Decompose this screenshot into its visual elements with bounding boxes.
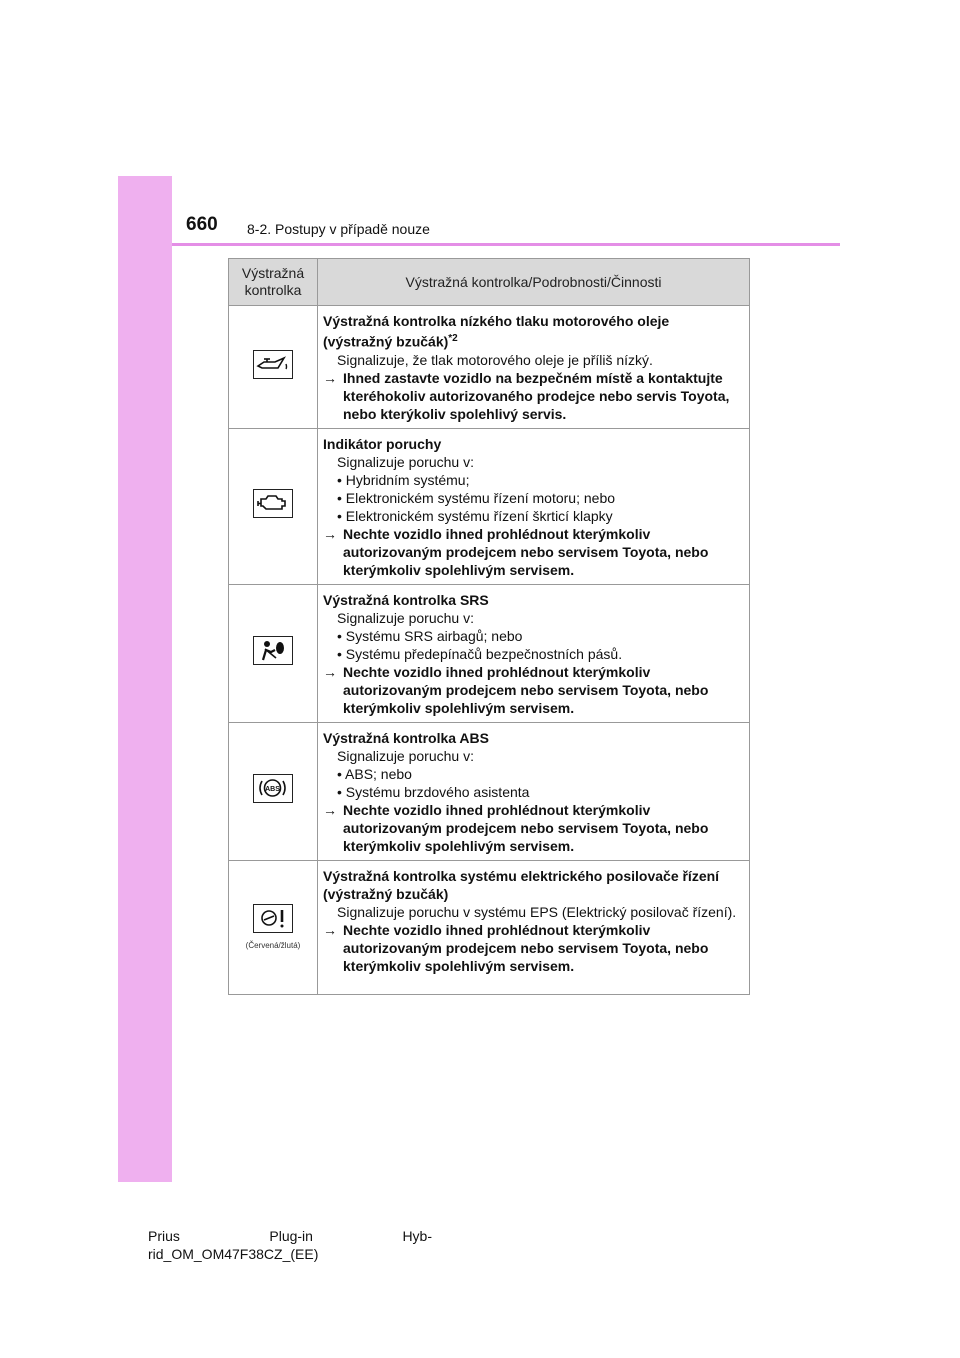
bullet-item: • Elektronickém systému řízení motoru; nebo [337,489,616,506]
table-row [229,584,750,722]
table-header-row [229,259,750,306]
bullet-item: • Systému SRS airbagů; nebo [337,627,523,644]
bullet-item: • Elektronickém systému řízení škrticí klapky [337,507,613,524]
row-description: Signalizuje poruchu v: [337,747,474,764]
footer-model: Prius [148,1228,180,1244]
icon-cell [229,860,318,994]
arrow-icon: → [323,921,337,938]
chapter-tab-bar [118,176,172,1182]
details-cell [318,584,750,722]
abs-icon [253,774,293,803]
icon-cell [229,584,318,722]
row-title: Výstražná kontrolka SRS [323,591,489,608]
page-number: 660 [186,214,218,235]
details-cell [318,860,750,994]
details-cell [318,306,750,429]
header-divider [172,243,840,246]
eps-steering-icon [253,904,293,933]
warning-light-table [228,258,750,995]
row-action: → Nechte vozidlo ihned prohlédnout kterýmkoliv autorizovaným prodejcem nebo servisem Toyota, nebo kterýmkoliv spolehlivým servisem. [323,663,709,716]
row-action: → Nechte vozidlo ihned prohlédnout kterýmkoliv autorizovaným prodejcem nebo servisem Toyota, nebo kterýmkoliv spolehlivým servisem. [323,921,709,974]
row-description: Signalizuje poruchu v systému EPS (Elektrický posilovač řízení). [337,903,737,920]
table-row [229,860,750,994]
row-title: Výstražná kontrolka systému elektrického posilovače řízení (výstražný bzučák) [323,867,720,902]
icon-cell [229,428,318,584]
oil-pressure-icon [253,350,293,379]
icon-color-caption: (Červená/žlutá) [245,941,301,951]
row-title: Indikátor poruchy [323,435,442,452]
icon-cell [229,306,318,429]
arrow-icon: → [323,801,337,818]
row-action: → Nechte vozidlo ihned prohlédnout kterýmkoliv autorizovaným prodejcem nebo servisem Toyota, nebo kterýmkoliv spolehlivým servisem. [323,525,709,578]
row-description: Signalizuje, že tlak motorového oleje je příliš nízký. [337,351,653,368]
arrow-icon: → [323,663,337,680]
check-engine-icon [253,489,293,518]
column-header-details: Výstražná kontrolka/Podrobnosti/Činnosti [318,259,750,306]
row-description: Signalizuje poruchu v: [337,453,474,470]
page-footer [148,1227,448,1263]
row-title: Výstražná kontrolka nízkého tlaku motorového oleje (výstražný bzučák)$^{*2}$ [323,313,670,350]
table-row [229,428,750,584]
table-row [229,306,750,429]
bullet-item: • Systému předepínačů bezpečnostních pásů. [337,645,623,662]
footer-doc-code: rid_OM_OM47F38CZ_(EE) [148,1246,319,1262]
table-row [229,722,750,860]
column-header-light: Výstražná kontrolka [229,259,318,306]
row-description: Signalizuje poruchu v: [337,609,474,626]
bullet-item: • Systému brzdového asistenta [337,783,530,800]
row-action: → Ihned zastavte vozidlo na bezpečném místě a kontaktujte kteréhokoliv autorizovaného prodejce nebo servis Toyota, nebo kterýkoliv spolehlivý servis. [323,369,730,422]
footnote-marker: *2 [448,333,458,344]
arrow-icon: → [323,525,337,542]
bullet-item: • Hybridním systému; [337,471,470,488]
row-title: Výstražná kontrolka ABS [323,729,489,746]
row-action: → Nechte vozidlo ihned prohlédnout kterýmkoliv autorizovaným prodejcem nebo servisem Toyota, nebo kterýmkoliv spolehlivým servisem. [323,801,709,854]
details-cell [318,722,750,860]
footer-type: Hyb- [402,1228,432,1244]
arrow-icon: → [323,369,337,386]
footer-variant: Plug-in [269,1228,313,1244]
abs-icon-label: ABS [265,786,280,794]
icon-cell [229,722,318,860]
srs-airbag-icon [253,636,293,665]
details-cell [318,428,750,584]
section-title: 8-2. Postupy v případě nouze [247,221,430,237]
bullet-item: • ABS; nebo [337,765,412,782]
